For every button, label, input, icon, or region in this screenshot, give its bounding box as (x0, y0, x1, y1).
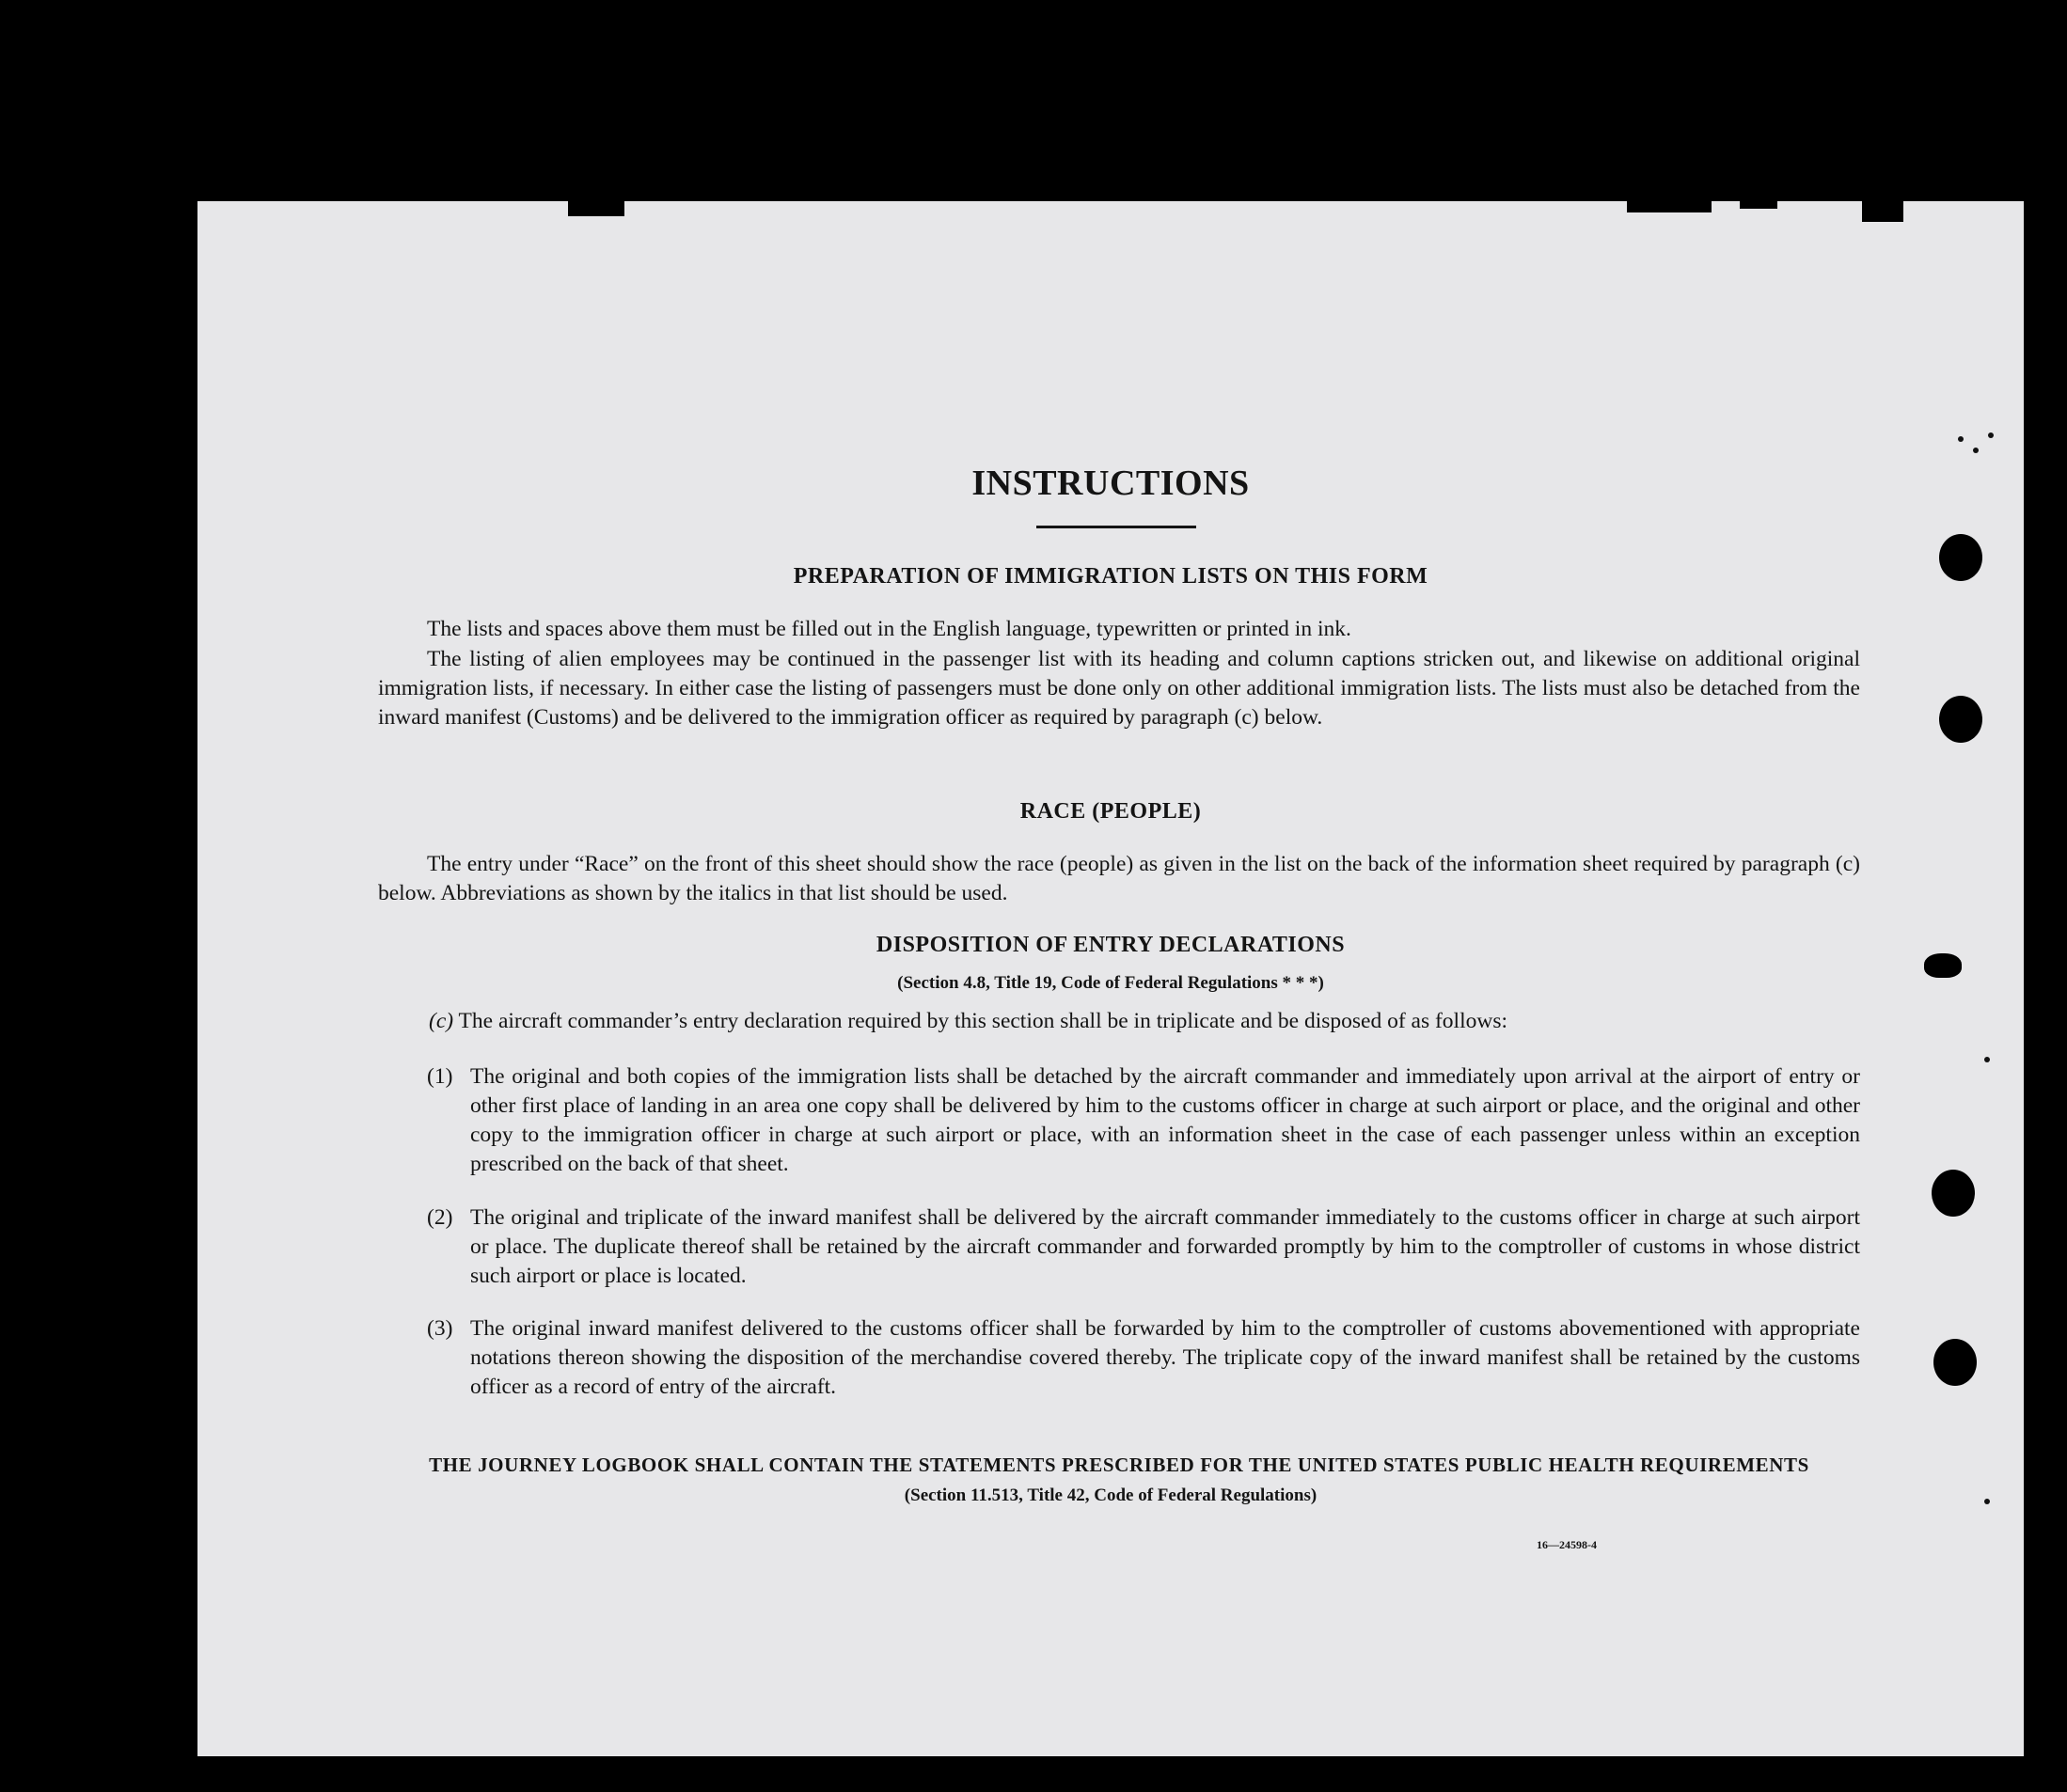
list-item-text: The original and triplicate of the inward manifest shall be delivered by the aircraft commander immediately to the customs officer in charge at such airport or place. The duplicate thereof shall be retained by the aircraft commander and forwarded promptly by him to the comptroller of customs in whose district such airport or place is located. (470, 1205, 1860, 1288)
document-page (197, 201, 2024, 1756)
form-number: 16—24598-4 (1537, 1538, 1597, 1551)
section-heading-preparation: PREPARATION OF IMMIGRATION LISTS ON THIS FORM (793, 564, 1428, 589)
section-heading-disposition: DISPOSITION OF ENTRY DECLARATIONS (876, 933, 1346, 957)
title-underline (1036, 526, 1196, 528)
list-item-number: (1) (427, 1064, 453, 1089)
paragraph-c-intro (429, 1007, 1839, 1036)
list-item-text: The original and both copies of the immigration lists shall be detached by the aircraft commander and immediately upon arrival at the airport of entry or other first place of landing in an area one copy shall be delivered by him to the customs officer in charge at such airport or place, and the original and other copy to the immigration officer in charge at such airport or place, with an information sheet in the case of each passenger unless within an exception prescribed on the back of that sheet. (470, 1064, 1860, 1176)
list-item-number: (2) (427, 1205, 453, 1230)
list-item (427, 1203, 1860, 1291)
list-item (427, 1314, 1860, 1402)
list-item-number: (3) (427, 1316, 453, 1341)
paragraph-label: (c) (429, 1009, 454, 1033)
paragraph-text: The aircraft commander’s entry declaration required by this section shall be in triplicate and be disposed of as follows: (458, 1009, 1508, 1033)
section-citation: (Section 4.8, Title 19, Code of Federal Regulations * * *) (897, 973, 1324, 993)
footer-citation: (Section 11.513, Title 42, Code of Federal Regulations) (904, 1485, 1318, 1505)
list-item-text: The original inward manifest delivered to the customs officer shall be forwarded by him to the comptroller of customs abovementioned with appropriate notations thereon showing the disposition of the merchandise covered thereby. The triplicate copy of the inward manifest shall be retained by the customs officer as a record of entry of the aircraft. (470, 1316, 1860, 1399)
paragraph-language: The lists and spaces above them must be filled out in the English language, typewritten or printed in ink. (427, 617, 1351, 641)
paragraph-race: The entry under “Race” on the front of this sheet should show the race (people) as given in the list on the back of the information sheet required by paragraph (c) below. Abbreviations as shown by the italics in that list should be used. (378, 852, 1860, 905)
footer-requirement: THE JOURNEY LOGBOOK SHALL CONTAIN THE STATEMENTS PRESCRIBED FOR THE UNITED STATES PUBLIC HEALTH REQUIREMENTS (429, 1454, 1809, 1476)
paragraph-listing: The listing of alien employees may be continued in the passenger list with its heading and column captions stricken out, and likewise on additional original immigration lists, if necessary. In either case the listing of passengers must be done only on other additional immigration lists. The lists must also be detached from the inward manifest (Customs) and be delivered to the immigration officer as required by paragraph (c) below. (378, 647, 1860, 730)
page-title: INSTRUCTIONS (971, 464, 1250, 503)
document-content (197, 201, 2024, 1756)
section-heading-race: RACE (PEOPLE) (1019, 799, 1202, 824)
list-item (427, 1062, 1860, 1179)
